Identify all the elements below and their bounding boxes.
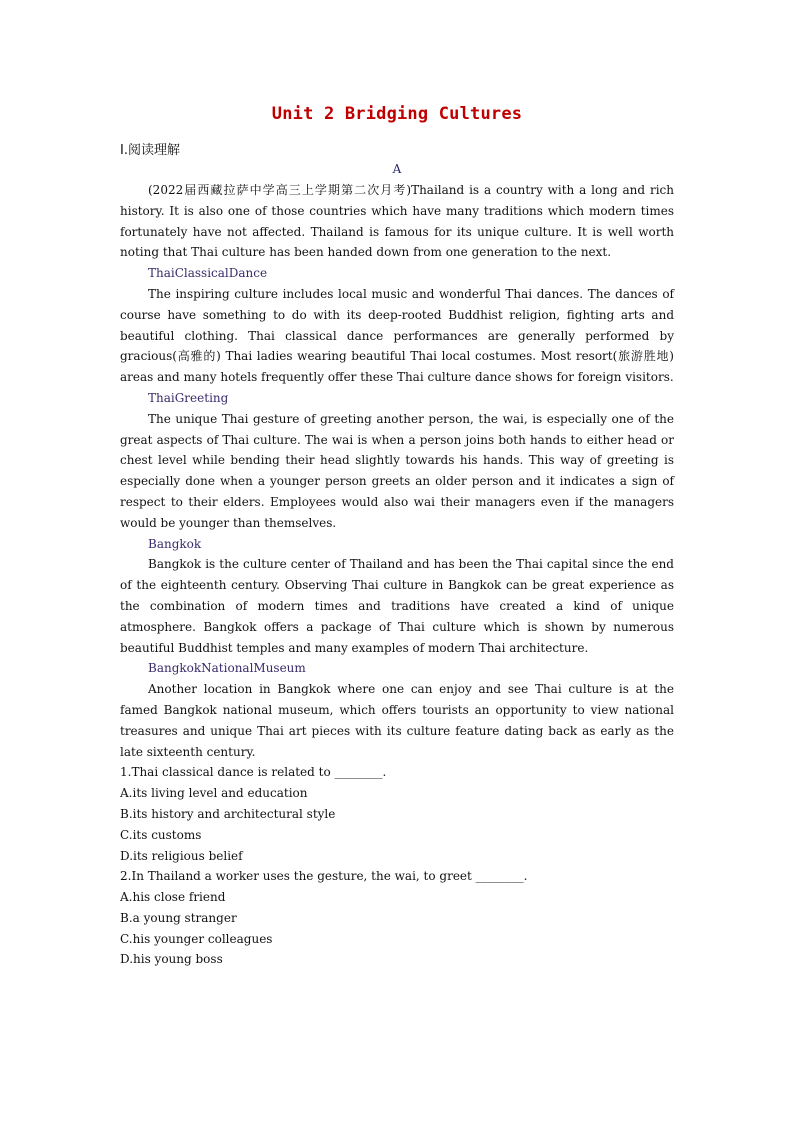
paragraph-greeting: The unique Thai gesture of greeting another person, the wai, is especially one of the great aspects of Thai culture. The wai is when a person joins both hands to either head or chest level while bending their head slightly towards his hands. This way of greeting is especially done when a younger person greets an older person and it indicates a sign of respect to their elders. Employees would also wai their managers even if the managers would be younger than themselves. xyxy=(120,411,674,530)
intro-paragraph: (2022届西藏拉萨中学高三上学期第二次月考)Thailand is a country with a long and rich history. It is also one of those countries which have many traditions which modern times fortunately have not affected. Thailand is famous for its unique culture. It is well worth noting that Thai culture has been handed down from one generation to the next. xyxy=(120,183,674,260)
question-option: D.its religious belief xyxy=(120,848,243,863)
paragraph-classical-dance: The inspiring culture includes local music and wonderful Thai dances. The dances of course have something to do with its deep-rooted Buddhist religion, fighting arts and beautiful clothing. Thai classical dance performances are generally performed by gracious(高雅的) Thai ladies wearing beautiful Thai local costumes. Most resort(旅游胜地) areas and many hotels frequently offer these Thai culture dance shows for foreign visitors. xyxy=(120,286,674,385)
subheading-classical-dance: ThaiClassicalDance xyxy=(148,266,268,281)
section-heading: Ⅰ.阅读理解 xyxy=(120,143,180,158)
question-option: C.his younger colleagues xyxy=(120,931,273,946)
question-option: B.a young stranger xyxy=(120,910,237,925)
paragraph-bangkok: Bangkok is the culture center of Thailand and has been the Thai capital since the end of the eighteenth century. Observing Thai culture in Bangkok can be great experience as the combination of modern times and traditions have created a kind of unique atmosphere. Bangkok offers a package of Thai culture which is shown by numerous beautiful Buddhist temples and many examples of modern Thai architecture. xyxy=(120,557,674,655)
subheading-bangkok: Bangkok xyxy=(148,536,202,551)
page-title: Unit 2 Bridging Cultures xyxy=(271,104,523,124)
question-stem: 2.In Thailand a worker uses the gesture, the wai, to greet ________. xyxy=(120,869,528,884)
question-option: A.his close friend xyxy=(120,890,226,905)
question-option: D.his young boss xyxy=(120,952,223,967)
question-stem: 1.Thai classical dance is related to ________. xyxy=(120,765,387,780)
subheading-greeting: ThaiGreeting xyxy=(148,390,229,405)
passage-label: A xyxy=(392,162,402,176)
paragraph-museum: Another location in Bangkok where one can enjoy and see Thai culture is at the famed Bangkok national museum, which offers tourists an opportunity to view national treasures and unique Thai art pieces with its culture feature dating back as early as the late sixteenth century. xyxy=(120,682,674,759)
question-option: B.its history and architectural style xyxy=(120,806,336,821)
question-option: A.its living level and education xyxy=(120,786,308,801)
question-option: C.its customs xyxy=(120,827,202,842)
passage-body xyxy=(120,180,674,970)
subheading-museum: BangkokNationalMuseum xyxy=(148,661,306,676)
